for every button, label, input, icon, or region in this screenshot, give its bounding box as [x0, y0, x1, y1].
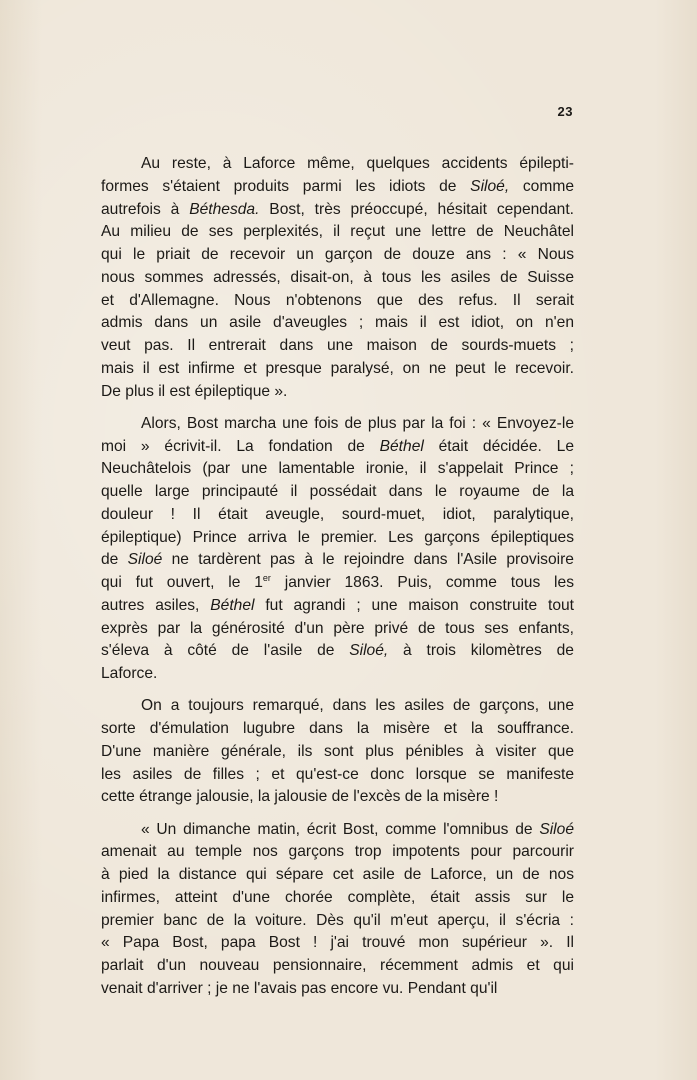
- text-run: Alors, Bost marcha une fois de plus par la foi : « Envoyez-le: [141, 414, 574, 432]
- text-line: [101, 458, 574, 481]
- text-run: quelle large principauté il possédait dans le royaume de la: [101, 483, 574, 500]
- text-line: [101, 695, 574, 718]
- text-run: mais il est infirme et presque paralysé, on ne peut le recevoir.: [101, 359, 574, 377]
- text-run: ne tardèrent pas à le rejoindre dans l'Asile provisoire: [162, 551, 574, 569]
- text-run: Au reste, à Laforce même, quelques accidents épilepti-: [141, 155, 574, 172]
- text-run: Siloé,: [349, 642, 389, 660]
- text-run: à trois kilomètres de: [388, 642, 574, 660]
- text-run: sorte d'émulation lugubre dans la misère et la souffrance.: [101, 720, 574, 737]
- text-line: [101, 335, 574, 358]
- text-line: [101, 549, 574, 572]
- text-run: moi » écrivit-il. La fondation de: [101, 437, 380, 455]
- text-line: [101, 841, 574, 864]
- text-run: s'éleva à côté de l'asile de: [101, 642, 350, 660]
- text-line: [101, 932, 574, 955]
- text-run: venait d'arriver ; je ne l'avais pas encore vu. Pendant qu'il: [101, 979, 498, 997]
- text-line: [101, 244, 574, 267]
- text-line: [101, 527, 574, 550]
- text-run: Béthel: [379, 437, 424, 455]
- text-line: [101, 910, 574, 933]
- text-line: [101, 864, 574, 887]
- page-number: 23: [557, 104, 573, 119]
- paragraph: [101, 695, 574, 809]
- text-run: Siloé: [127, 551, 163, 569]
- text-line: [101, 221, 574, 244]
- text-run: janvier 1863. Puis, comme tous les: [270, 574, 574, 591]
- text-line: [101, 436, 574, 459]
- text-line: [101, 718, 574, 741]
- text-line: [101, 978, 574, 1001]
- text-line: [101, 381, 574, 404]
- text-run: On a toujours remarqué, dans les asiles de garçons, une: [141, 697, 574, 715]
- text-run: Siloé,: [470, 177, 510, 195]
- text-line: [101, 819, 574, 842]
- text-run: douleur ! Il était aveugle, sourd-muet, idiot, paralytique,: [101, 505, 574, 523]
- text-run: et d'Allemagne. Nous n'obtenons que des refus. Il serait: [101, 291, 574, 309]
- text-line: [101, 481, 574, 504]
- text-run: veut pas. Il entrerait dans une maison de sourds-muets ;: [101, 337, 574, 354]
- text-run: autrefois à: [101, 200, 190, 218]
- text-line: [101, 572, 574, 595]
- text-line: [101, 786, 574, 809]
- text-run: premier banc de la voiture. Dès qu'il m'eut aperçu, il s'écria :: [101, 911, 574, 929]
- text-run: épileptique) Prince arriva le premier. Les garçons épileptiques: [101, 528, 574, 546]
- text-run: formes s'étaient produits parmi les idiots de: [101, 177, 471, 195]
- text-run: D'une manière générale, ils sont plus pénibles à visiter que: [101, 742, 574, 760]
- text-line: [101, 358, 574, 381]
- text-run: De plus il est épileptique ».: [101, 382, 288, 400]
- text-run: Bost, très préoccupé, hésitait cependant.: [259, 200, 574, 218]
- text-run: qui le priait de recevoir un garçon de douze ans : « Nous: [101, 246, 574, 263]
- text-run: infirmes, atteint d'une chorée complète, était assis sur le: [101, 888, 574, 906]
- text-run: amenait au temple nos garçons trop impotents pour parcourir: [101, 843, 574, 861]
- paragraph: [101, 153, 574, 403]
- text-run: « Un dimanche matin, écrit Bost, comme l'omnibus de: [141, 820, 540, 838]
- text-run: er: [262, 573, 271, 583]
- text-line: [101, 595, 574, 618]
- text-line: [101, 618, 574, 641]
- text-run: comme: [509, 177, 574, 195]
- text-run: « Papa Bost, papa Bost ! j'ai trouvé mon supérieur ». Il: [101, 934, 574, 952]
- text-line: [101, 663, 574, 686]
- text-run: fut agrandi ; une maison construite tout: [254, 596, 574, 614]
- text-run: Laforce.: [101, 665, 158, 682]
- text-line: [101, 887, 574, 910]
- text-run: autres asiles,: [101, 596, 211, 614]
- text-run: Siloé: [539, 820, 574, 838]
- text-line: [101, 741, 574, 764]
- paragraph: [101, 413, 574, 686]
- text-run: admis dans un asile d'aveugles ; mais il est idiot, on n'en: [101, 314, 574, 332]
- text-run: de: [101, 551, 128, 569]
- body-text: [101, 153, 574, 1010]
- text-line: [101, 267, 574, 290]
- text-run: Béthesda.: [189, 200, 260, 218]
- text-line: [101, 640, 574, 663]
- paragraph: [101, 819, 574, 1001]
- text-line: [101, 290, 574, 313]
- text-run: était décidée. Le: [423, 437, 574, 455]
- text-run: Béthel: [210, 596, 255, 614]
- text-run: à pied la distance qui sépare cet asile de Laforce, un de nos: [101, 866, 574, 883]
- text-run: qui fut ouvert, le 1: [101, 574, 263, 591]
- text-line: [101, 176, 574, 199]
- text-run: Au milieu de ses perplexités, il reçut une lettre de Neuchâtel: [101, 223, 574, 241]
- text-line: [101, 413, 574, 436]
- text-run: les asiles de filles ; et qu'est-ce donc lorsque se manifeste: [101, 765, 574, 783]
- text-run: cette étrange jalousie, la jalousie de l'excès de la misère !: [101, 788, 499, 806]
- text-line: [101, 764, 574, 787]
- text-line: [101, 153, 574, 176]
- text-run: Neuchâtelois (par une lamentable ironie, il s'appelait Prince ;: [101, 460, 574, 478]
- text-line: [101, 504, 574, 527]
- text-line: [101, 312, 574, 335]
- text-run: exprès par la générosité d'un père privé de tous ses enfants,: [101, 619, 574, 637]
- text-run: nous sommes adressés, disait-on, à tous les asiles de Suisse: [101, 268, 574, 286]
- text-run: parlait d'un nouveau pensionnaire, récemment admis et qui: [101, 957, 574, 974]
- text-line: [101, 199, 574, 222]
- text-line: [101, 955, 574, 978]
